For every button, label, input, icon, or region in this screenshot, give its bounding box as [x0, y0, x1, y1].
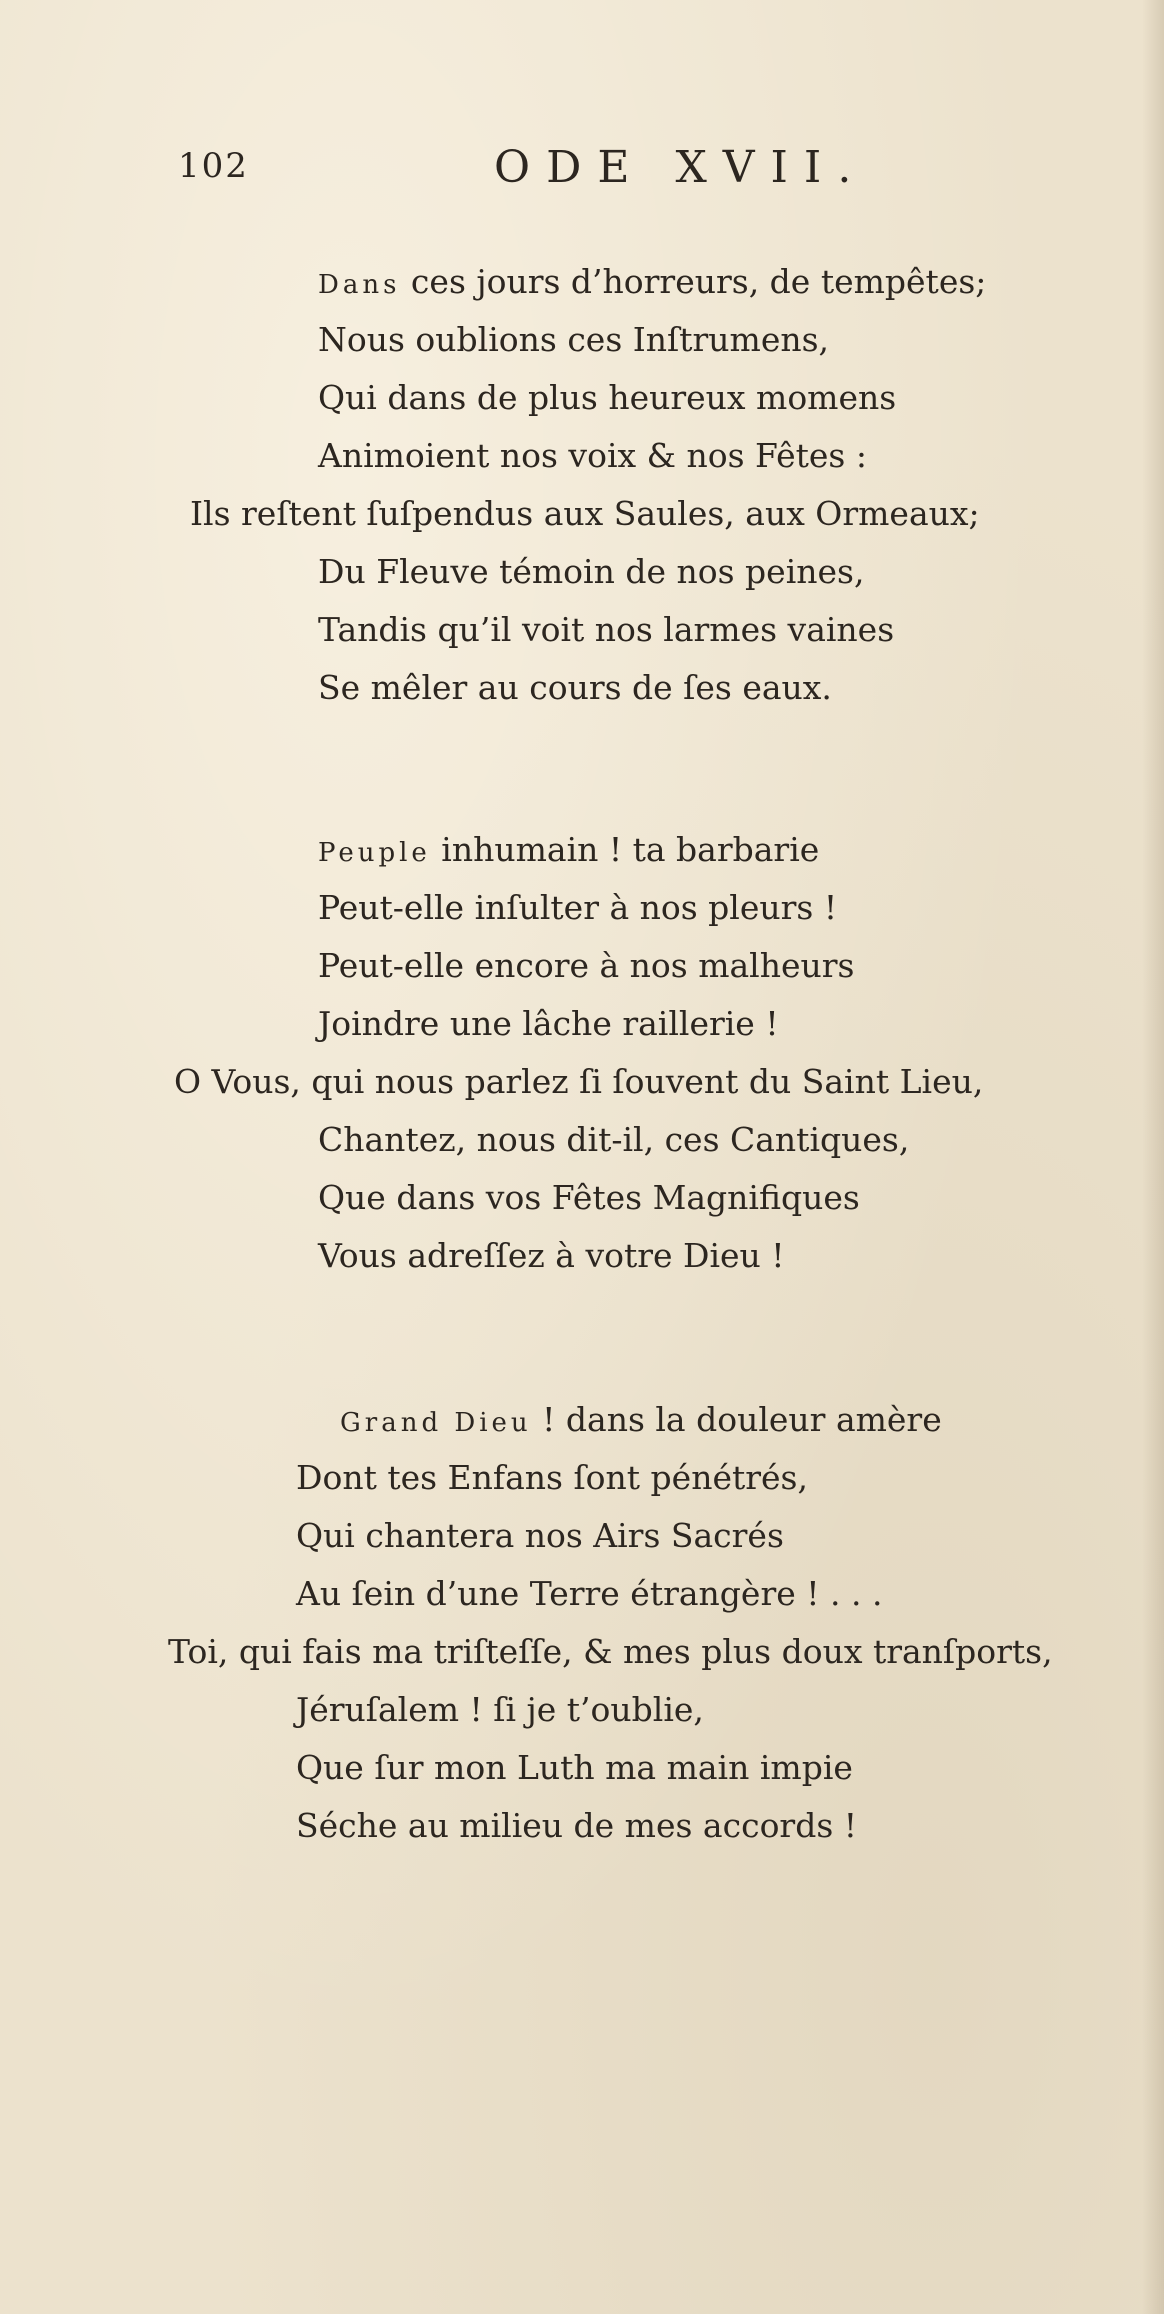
- verse-line: [318, 822, 819, 878]
- verse-line: Qui chantera nos Airs Sacrés: [296, 1516, 784, 1555]
- verse-line: Du Fleuve témoin de nos peines,: [318, 552, 865, 591]
- running-title: ODE XVII.: [494, 142, 868, 193]
- verse-line: Peut-elle inſulter à nos pleurs !: [318, 888, 838, 927]
- verse-line: Que ſur mon Luth ma main impie: [296, 1748, 853, 1787]
- verse-line: Peut-elle encore à nos malheurs: [318, 946, 855, 985]
- page-number: 102: [178, 146, 249, 186]
- verse-line: Chantez, nous dit-il, ces Cantiques,: [318, 1120, 910, 1159]
- stanza-lead-word: Peuple: [318, 838, 431, 868]
- verse-line: Vous adreſſez à votre Dieu !: [318, 1236, 785, 1275]
- verse-line: Tandis qu’il voit nos larmes vaines: [318, 610, 895, 649]
- verse-line: Séche au milieu de mes accords !: [296, 1806, 858, 1845]
- stanza-lead-word: Grand Dieu: [340, 1408, 532, 1438]
- verse-text: ces jours d’horreurs, de tempêtes;: [400, 262, 987, 301]
- page-edge-shadow: [1142, 0, 1164, 2314]
- verse-line: [340, 1392, 942, 1448]
- stanza-lead-word: Dans: [318, 270, 401, 300]
- verse-line: Au ſein d’une Terre étrangère ! . . .: [296, 1574, 883, 1613]
- verse-line: Nous oublions ces Inſtrumens,: [318, 320, 830, 359]
- verse-line: Jéruſalem ! ſi je t’oublie,: [296, 1690, 704, 1729]
- verse-line: Joindre une lâche raillerie !: [318, 1004, 779, 1043]
- verse-line: Toi, qui fais ma triſteſſe, & mes plus doux tranſports,: [168, 1632, 1053, 1671]
- page-header: [0, 142, 1164, 202]
- verse-line: Qui dans de plus heureux momens: [318, 378, 897, 417]
- verse-line: [318, 254, 986, 310]
- verse-line: Dont tes Enfans ſont pénétrés,: [296, 1458, 808, 1497]
- verse-text: inhumain ! ta barbarie: [430, 830, 820, 869]
- verse-line: Ils reſtent ſuſpendus aux Saules, aux Ormeaux;: [190, 494, 980, 533]
- verse-line: Animoient nos voix & nos Fêtes :: [318, 436, 867, 475]
- verse-line: O Vous, qui nous parlez ſi ſouvent du Saint Lieu,: [174, 1062, 984, 1101]
- verse-text: ! dans la douleur amère: [531, 1400, 942, 1439]
- verse-line: Que dans vos Fêtes Magnifiques: [318, 1178, 860, 1217]
- verse-line: Se mêler au cours de ſes eaux.: [318, 668, 832, 707]
